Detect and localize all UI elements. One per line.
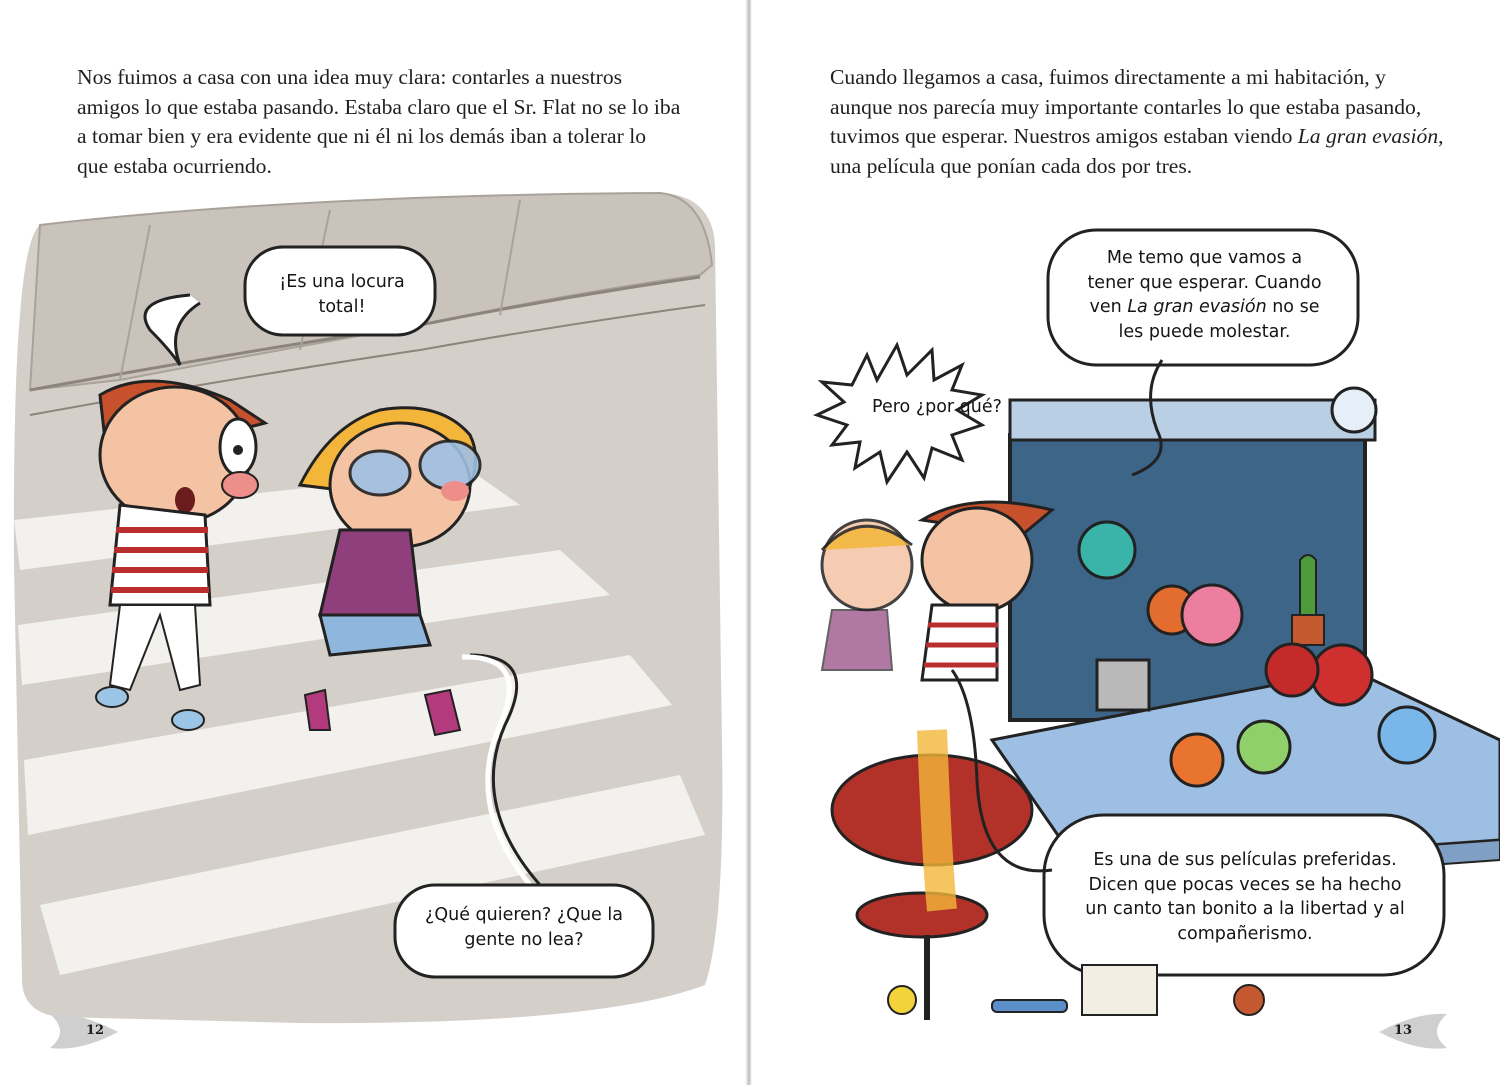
bubble-locura-line2: total!: [318, 296, 366, 317]
creature: [1238, 721, 1290, 773]
movie-title: La gran evasión: [1297, 124, 1439, 149]
right-page: [752, 0, 1500, 1085]
bubble-temo: [1062, 246, 1347, 344]
bubble-peliculas-line4: compañerismo.: [1177, 923, 1313, 944]
bubble-temo-line4: les puede molestar.: [1118, 321, 1291, 342]
bedroom-illustration: [752, 220, 1500, 1085]
girl-character: [822, 520, 912, 670]
creature: [1079, 522, 1135, 578]
bubble-locura-line1: ¡Es una locura: [279, 272, 405, 292]
bubble-temo-movie: La gran evasión: [1127, 297, 1267, 317]
bubble-quieren: [405, 903, 643, 952]
right-paragraph: [830, 63, 1450, 181]
window-blind: [1010, 400, 1375, 440]
robot: [1097, 660, 1149, 710]
right-paragraph-part1: Cuando llegamos a casa, fuimos directamente a mi habitación, y aunque nos parecía muy importante contarles lo que estaba pasando, tuvimos que esperar. Nuestros amigos estaban viendo: [830, 65, 1422, 149]
creature: [1266, 644, 1318, 696]
creature: [1379, 707, 1435, 763]
bubble-quieren-line2: gente no lea?: [464, 929, 584, 950]
page-number-right: 13: [1394, 1023, 1413, 1038]
bubble-peliculas-line2: Dicen que pocas veces se ha hecho: [1088, 874, 1402, 895]
left-page: [0, 0, 745, 1085]
page-number-left: 12: [86, 1023, 105, 1038]
left-paragraph: Nos fuimos a casa con una idea muy clara: contarles a nuestros amigos lo que estaba pasando. Estaba claro que el Sr. Flat no se lo iba a tomar bien y era evidente que ni él ni los demás iban a tolerar lo que estaba ocurriendo.: [77, 65, 681, 178]
creature: [1171, 734, 1223, 786]
creature: [1312, 645, 1372, 705]
bubble-temo-line2: tener que esperar. Cuando: [1087, 272, 1322, 293]
bubble-peliculas-line3: un canto tan bonito a la libertad y al: [1085, 899, 1405, 919]
bubble-temo-line1: Me temo que vamos a: [1106, 248, 1303, 268]
bubble-temo-line3a: ven: [1089, 297, 1128, 317]
bubble-porque: Pero ¿por qué?: [872, 397, 1002, 417]
bubble-temo-line3b: no se: [1266, 297, 1320, 317]
bubble-locura: [262, 270, 422, 319]
creature: [1182, 585, 1242, 645]
book-gutter: [745, 0, 752, 1085]
bubble-peliculas-line1: Es una de sus películas preferidas.: [1093, 850, 1397, 870]
page-number-tab-left: [50, 1012, 120, 1050]
bubble-peliculas: [1055, 848, 1435, 946]
right-paragraph-part2: , una película que ponían cada dos por tres.: [830, 124, 1444, 178]
bubble-quieren-line1: ¿Qué quieren? ¿Que la: [425, 905, 623, 925]
